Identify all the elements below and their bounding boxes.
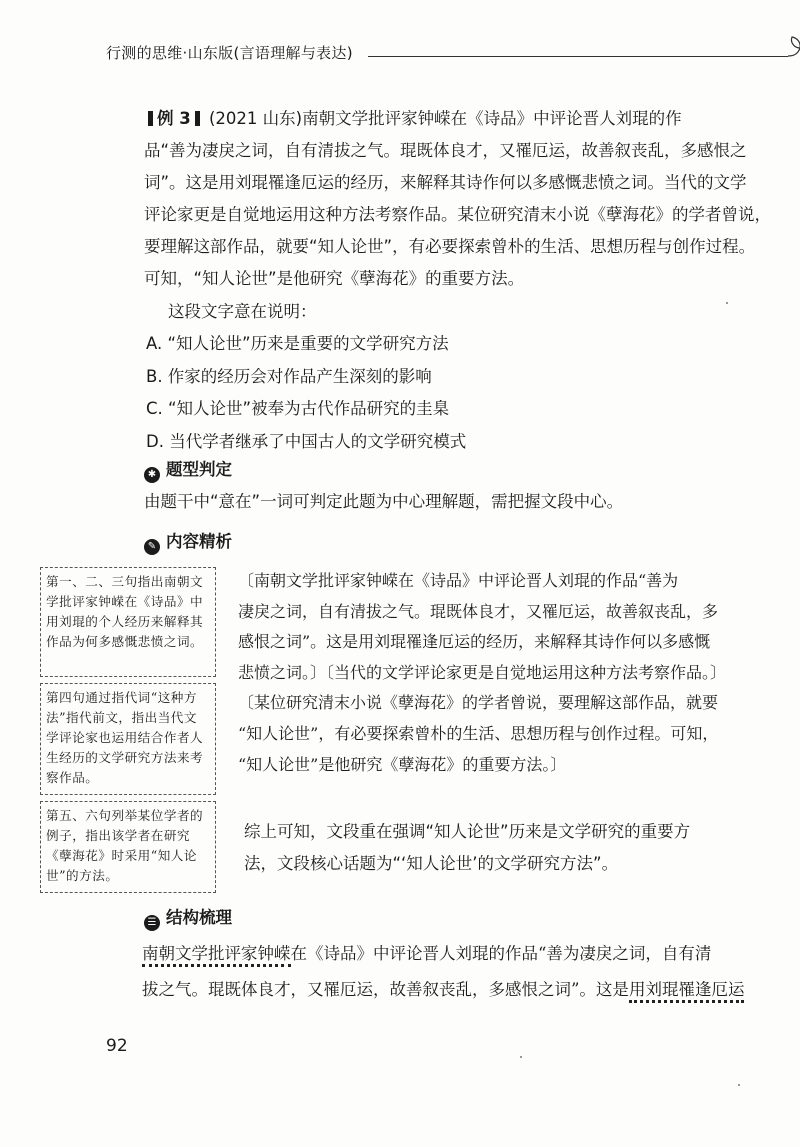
section-title: 内容精析 [166,532,232,551]
scan-speck [738,1084,740,1086]
analysis-line: 〔南朝文学批评家钟嵘在《诗品》中评论晋人刘琨的作品“善为 [238,571,679,590]
emphasis-dotted: 南朝文学批评家钟嵘 [142,944,291,967]
gear-icon: ✱ [144,467,160,483]
emphasis-dotted: 用刘琨罹逢厄运 [629,980,745,1003]
scan-speck [520,1056,522,1058]
summary-line: 法，文段核心话题为“‘知人论世’的文学研究方法”。 [244,854,619,873]
section-title: 结构梳理 [166,908,232,927]
analysis-line: 凄戾之词，自有清拔之气。琨既体良才，又罹厄运，故善叙丧乱，多 [238,601,719,621]
header-rule [368,56,788,57]
margin-note: 第四句通过指代词“这种方法”指代前文，指出当代文学评论家也运用结合作者人生经历的文学研究方法来考察作品。 [40,683,216,795]
example-line: 评论家更是自觉地运用这种方法考察作品。某位研究清末小说《孽海花》的学者曾说， [144,205,771,224]
analysis-line: 悲愤之词。〕〔当代的文学评论家更是自觉地运用这种方法考察作品。〕 [238,662,727,682]
structure-line [142,972,745,1008]
running-header [106,38,726,72]
analysis-line: 〔某位研究清末小说《孽海花》的学者曾说，要理解这部作品，就要 [238,693,719,713]
example-passage [144,103,771,295]
summary-paragraph [244,816,730,880]
section-type-judgment [144,458,232,482]
section-title: 题型判定 [166,460,232,479]
header-title: 行测的思维·山东版(言语理解与表达) [106,44,353,62]
example-mark-right [195,111,200,126]
summary-line: 综上可知，文段重在强调“知人论世”历来是文学研究的重要方 [244,822,691,841]
example-line: 品“善为凄戾之词，自有清拔之气。琨既体良才，又罹厄运，故善叙丧乱，多感恨之 [144,141,747,160]
option-c: C. “知人论世”被奉为古代作品研究的圭臬 [146,399,450,418]
question-stem: 这段文字意在说明： [168,302,317,321]
structure-line [142,936,732,972]
sprout-icon [784,32,800,62]
answer-options [146,328,726,458]
structure-text: 拔之气。琨既体良才，又罹厄运，故善叙丧乱，多感恨之词”。这是 [142,980,629,999]
margin-note: 第五、六句列举某位学者的例子，指出该学者在研究《孽海花》时采用“知人论世”的方法。 [40,801,216,893]
analysis-passage [238,566,732,780]
structure-passage [142,936,745,1008]
example-line: 词”。这是用刘琨罹逢厄运的经历，来解释其诗作何以多感慨悲愤之词。当代的文学 [144,173,747,192]
option-d: D. 当代学者继承了中国古人的文学研究模式 [146,431,467,451]
section-structure [144,906,232,930]
example-line-text: (2021 山东)南朝文学批评家钟嵘在《诗品》中评论晋人刘琨的作 [208,109,682,128]
example-line: 可知，“知人论世”是他研究《孽海花》的重要方法。 [144,269,525,288]
example-line [144,103,726,135]
scan-speck [726,302,728,304]
section-content-analysis [144,530,232,554]
option-a: A. “知人论世”历来是重要的文学研究方法 [146,334,449,353]
example-line: 要理解这部作品，就要“知人论世”，有必要探索曾朴的生活、思想历程与创作过程。 [144,237,756,256]
page-number: 92 [106,1036,128,1056]
analysis-line: 感恨之词”。这是用刘琨罹逢厄运的经历，来解释其诗作何以多感慨 [238,632,711,652]
structure-icon: ☰ [144,915,160,931]
type-judgment-text: 由题干中“意在”一词可判定此题为中心理解题，需把握文段中心。 [144,492,624,511]
analysis-line: “知人论世”，有必要探索曾朴的生活、思想历程与创作过程。可知， [238,723,719,743]
structure-text: 在《诗品》中评论晋人刘琨的作品“善为凄戾之词，自有清 [290,944,712,963]
option-b: B. 作家的经历会对作品产生深刻的影响 [146,366,432,386]
example-mark-left [148,111,153,126]
analysis-line: “知人论世”是他研究《孽海花》的重要方法。〕 [238,754,567,774]
margin-note: 第一、二、三句指出南朝文学批评家钟嵘在《诗品》中用刘琨的个人经历来解释其作品为何多感慨悲愤之词。 [40,567,216,677]
example-tag: 例 3 [157,109,191,128]
pen-icon: ✎ [144,539,160,555]
